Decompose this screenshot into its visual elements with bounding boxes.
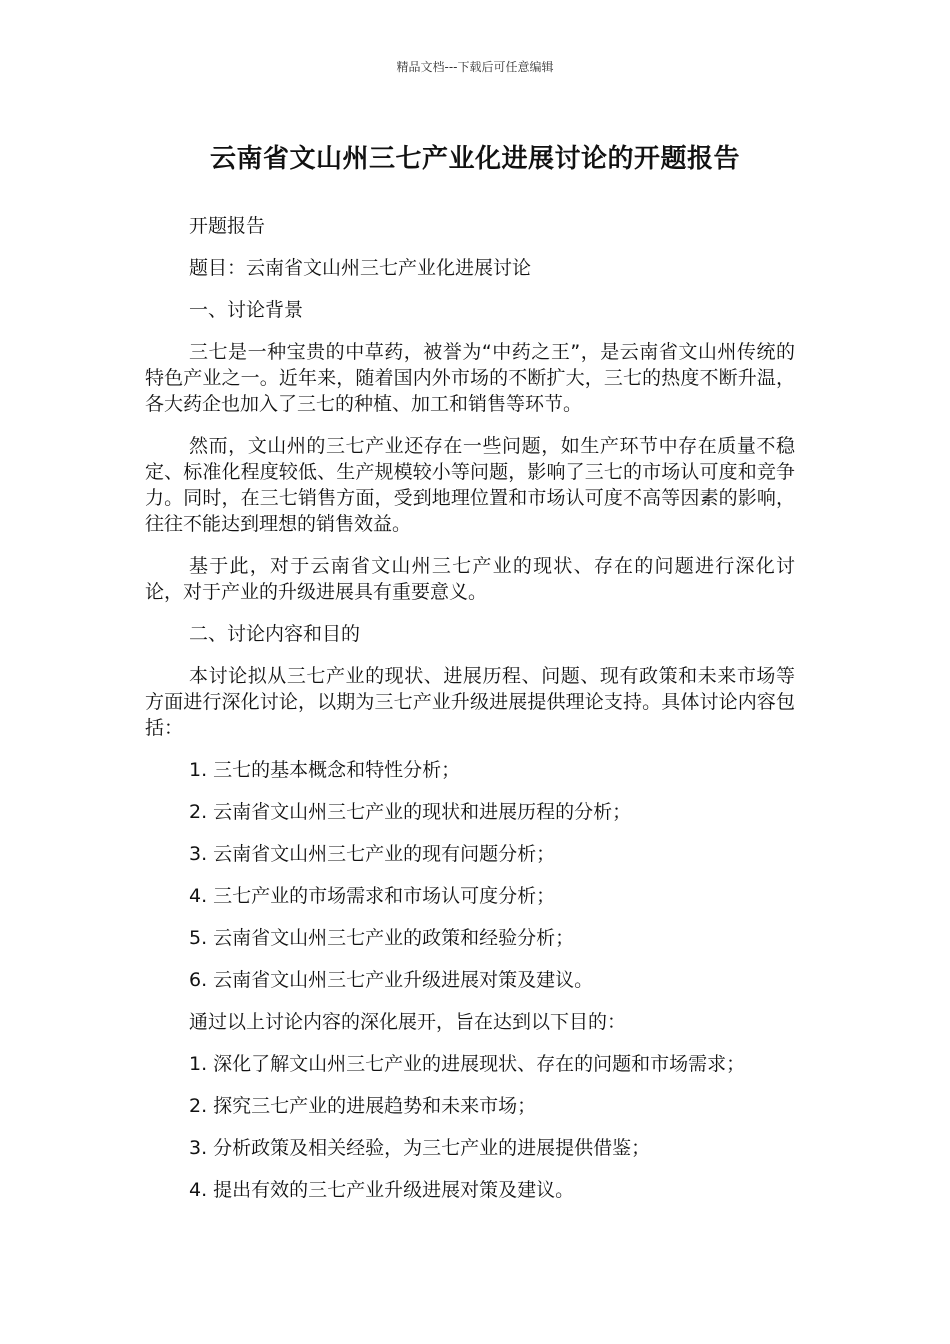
list-item-purpose: 4. 提出有效的三七产业升级进展对策及建议。 (189, 1179, 575, 1201)
paragraph-background-2: 然而，文山州的三七产业还存在一些问题，如生产环节中存在质量不稳定、标准化程度较低、生产规模较小等问题，影响了三七的市场认可度和竞争力。同时，在三七销售方面，受到地理位置和市场认可度不高等因素的影响，往往不能达到理想的销售效益。 (145, 435, 795, 535)
heading-content-purpose: 二、讨论内容和目的 (189, 623, 361, 645)
list-item-content: 2. 云南省文山州三七产业的现状和进展历程的分析； (189, 801, 632, 823)
page-header: 精品文档---下载后可任意编辑 (396, 60, 554, 74)
paragraph-background-3: 基于此，对于云南省文山州三七产业的现状、存在的问题进行深化讨论，对于产业的升级进展具有重要意义。 (145, 555, 795, 603)
list-item-purpose: 2. 探究三七产业的进展趋势和未来市场； (189, 1095, 537, 1117)
list-item-content: 6. 云南省文山州三七产业升级进展对策及建议。 (189, 969, 594, 991)
paragraph-section-label: 开题报告 (189, 215, 266, 237)
document-title: 云南省文山州三七产业化进展讨论的开题报告 (209, 144, 740, 174)
paragraph-content-intro: 本讨论拟从三七产业的现状、进展历程、问题、现有政策和未来市场等方面进行深化讨论，以期为三七产业升级进展提供理论支持。具体讨论内容包括： (145, 665, 795, 739)
document-body (145, 213, 795, 1219)
list-item-content: 5. 云南省文山州三七产业的政策和经验分析； (189, 927, 575, 949)
heading-background: 一、讨论背景 (189, 299, 304, 321)
list-item-purpose: 3. 分析政策及相关经验，为三七产业的进展提供借鉴； (189, 1137, 651, 1159)
list-item-purpose: 1. 深化了解文山州三七产业的进展现状、存在的问题和市场需求； (189, 1053, 746, 1075)
paragraph-background-1: 三七是一种宝贵的中草药，被誉为“中药之王”，是云南省文山州传统的特色产业之一。近年来，随着国内外市场的不断扩大，三七的热度不断升温，各大药企也加入了三七的种植、加工和销售等环节。 (145, 341, 795, 415)
list-item-content: 1. 三七的基本概念和特性分析； (189, 759, 461, 781)
paragraph-topic: 题目：云南省文山州三七产业化进展讨论 (189, 257, 532, 279)
list-item-content: 3. 云南省文山州三七产业的现有问题分析； (189, 843, 556, 865)
list-item-content: 4. 三七产业的市场需求和市场认可度分析； (189, 885, 556, 907)
paragraph-purpose-intro: 通过以上讨论内容的深化展开，旨在达到以下目的： (189, 1011, 627, 1033)
